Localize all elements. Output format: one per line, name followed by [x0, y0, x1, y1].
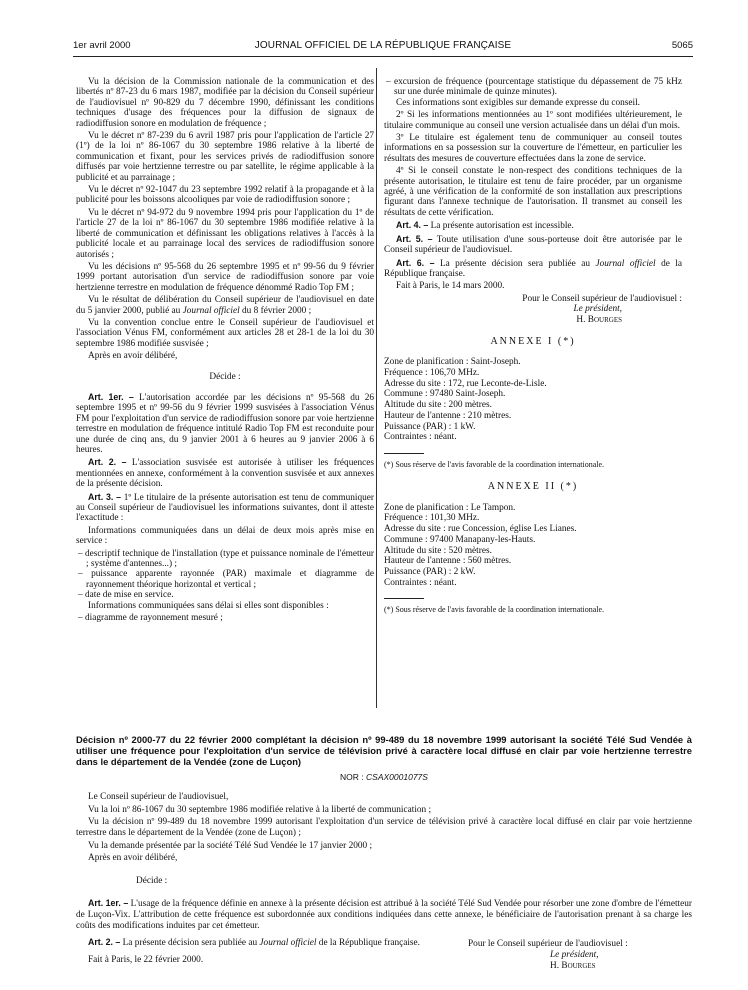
left-column — [76, 77, 374, 624]
footnote-rule — [384, 598, 424, 599]
page-header — [73, 40, 693, 54]
annex-1-list — [384, 357, 682, 443]
body-paragraph: 4º Si le conseil constate le non-respect des conditions techniques de la présente autorisation, le titulaire est tenu de faire procéder, par un organisme agréé, à une vérification de la conformité de son installation aux prescriptions figurant dans l'annexe technique de l'autorisation. Il transmet au conseil les résultats de cette vérification. — [384, 166, 682, 218]
journal-officiel-ref: Journal officiel — [595, 258, 656, 269]
visa-paragraph: Vu la décision de la Commission nationale de la communication et des libertés nº 87-23 du 6 mars 1987, modifiée par la décision du Conseil supérieur de l'audiovisuel nº 90-829 du 7 décembre 1990, définissant les conditions techniques d'usage des fréquences pour la diffusion de signaux de radiodiffusion sonore en modulation de fréquence ; — [76, 77, 374, 129]
article-text: de la République française. — [316, 938, 420, 949]
decision-title: Décision nº 2000-77 du 22 février 2000 complétant la décision nº 99-489 du 18 novembre 1999 autorisant la société Télé Sud Vendée à utiliser une fréquence pour l'exploitation d'un service de télévision privé à caractère local diffusé en clair par voie hertzienne terrestre dans le département de la Vendée (zone de Luçon) — [76, 734, 692, 768]
footnote-rule — [384, 453, 424, 454]
annex-2-title: ANNEXE II (*) — [487, 481, 579, 493]
list-item: – date de mise en service. — [76, 590, 374, 600]
footnote: (*) Sous réserve de l'avis favorable de la coordination internationale. — [384, 605, 605, 615]
signature-name: H. Bourges — [576, 314, 622, 325]
article-text: L'association susvisée est autorisée à utiliser les fréquences mentionnées en annexe, conformément à la convention susvisée et aux annexes de la présente décision. — [76, 458, 374, 490]
article-label: Art. 2. – — [88, 937, 121, 948]
annex-line: Contraintes : néant. — [384, 432, 457, 443]
annex-line: Fréquence : 101,30 MHz. — [384, 513, 480, 524]
article-text: La présente autorisation est incessible. — [428, 221, 574, 232]
nor-reference — [76, 772, 692, 783]
article-1 — [76, 392, 374, 455]
header-page-number: 5065 — [671, 40, 693, 51]
list-item: – excursion de fréquence (pourcentage statistique du dépassement de 75 kHz sur une durée minimale de quinze minutes). — [384, 77, 682, 98]
visa-paragraph: Vu la demande présentée par la société Télé Sud Vendée le 17 janvier 2000 ; — [88, 840, 373, 851]
article-2 — [76, 457, 374, 489]
visa-paragraph: Vu les décisions nº 95-568 du 26 septembre 1995 et nº 99-56 du 9 février 1999 portant autorisation d'un service de radiodiffusion sonore par voie hertzienne terrestre en modulation de fréquence dénommé Radio Top FM ; — [76, 261, 374, 293]
journal-officiel-ref: Journal officiel — [182, 305, 240, 316]
annex-line: Altitude du site : 200 mètres. — [384, 400, 492, 411]
body-paragraph: Ces informations sont exigibles sur demande expresse du conseil. — [396, 97, 640, 108]
deliberation-line: Après en avoir délibéré, — [88, 351, 178, 362]
right-column — [384, 77, 682, 616]
spacer — [76, 866, 692, 876]
info-heading: Informations communiquées sans délai si elles sont disponibles : — [88, 600, 329, 611]
article-3 — [76, 492, 374, 524]
visa-paragraph: Vu le décret nº 92-1047 du 23 septembre 1992 relatif à la propagande et à la publicité pour les boissons alcooliques par voie de radiodiffusion sonore ; — [76, 185, 374, 206]
visa-paragraph: Le Conseil supérieur de l'audiovisuel, — [88, 792, 229, 803]
article-label: Art. 2. – — [88, 457, 127, 468]
fait-line: Fait à Paris, le 14 mars 2000. — [396, 281, 505, 292]
header-journal-title: JOURNAL OFFICIEL DE LA RÉPUBLIQUE FRANÇAISE — [254, 40, 512, 51]
article-text: La présente décision sera publiée au — [434, 258, 596, 269]
annex-line: Fréquence : 106,70 MHz. — [384, 368, 480, 379]
info-heading: Informations communiquées dans un délai de deux mois après mise en service : — [76, 525, 374, 547]
article-text: L'usage de la fréquence définie en annexe à la présente décision est attribué à la société Télé Sud Vendée pour résorber une zone d'ombre de l'émetteur de Luçon-Vix. L'attribution de cette fréquence est subordonnée aux conditions indiquées dans cette annexe, le bénéficiaire de l'autorisation prenant à sa charge les coûts des modifications induites par cet émetteur. — [76, 899, 692, 931]
signature-for: Pour le Conseil supérieur de l'audiovisuel : — [468, 939, 628, 949]
header-date: 1er avril 2000 — [73, 40, 131, 51]
decide-heading: Décide : — [136, 875, 168, 886]
annex-1-title: ANNEXE I (*) — [490, 335, 576, 347]
visa-paragraph — [76, 295, 374, 316]
president-label: Le président, — [550, 950, 599, 960]
signature-name: H. Bourges — [550, 961, 596, 971]
article-6 — [384, 258, 682, 280]
annex-line: Contraintes : néant. — [384, 577, 457, 588]
nor-label: NOR : — [340, 771, 367, 782]
footnote: (*) Sous réserve de l'avis favorable de la coordination internationale. — [384, 459, 605, 469]
signature-title — [384, 304, 682, 314]
annex-line: Adresse du site : 172, rue Leconte-de-Lisle. — [384, 378, 547, 389]
annex-line: Zone de planification : Le Tampon. — [384, 502, 516, 513]
visa-paragraph: Vu la convention conclue entre le Conseil supérieur de l'audiovisuel et l'association Vénus FM, conformément aux articles 28 et 28-1 de la loi du 30 septembre 1986 modifiée susvisée ; — [76, 317, 374, 349]
body-paragraph: 3º Le titulaire est également tenu de communiquer au conseil toutes informations en sa possession sur la couverture de l'émetteur, en particulier les résultats des mesures de couverture effectuées dans la zone de service. — [384, 133, 682, 164]
signature-title — [468, 950, 698, 961]
visa-paragraph: Vu le décret nº 94-972 du 9 novembre 1994 pris pour l'application du 1º de l'article 27 de la loi nº 86-1067 du 30 septembre 1986 modifiée relative à la liberté de communication et définissant les obligations relatives à l'accès à la publicité locale et au parrainage local des services de radiodiffusion sonore autorisés ; — [76, 207, 374, 260]
article-label: Art. 1er. – — [88, 391, 134, 402]
article-text: 1º Le titulaire de la présente autorisation est tenu de communiquer au Conseil supérieur de l'audiovisuel les informations suivantes, dont il atteste l'exactitude : — [76, 492, 374, 524]
nor-code: CSAX0001077S — [366, 771, 428, 782]
article-label: Art. 6. – — [396, 257, 435, 268]
article-5 — [384, 234, 682, 256]
annex-line: Hauteur de l'antenne : 210 mètres. — [384, 410, 512, 421]
annex-line: Puissance (PAR) : 1 kW. — [384, 421, 476, 432]
article-1 — [76, 898, 692, 931]
deliberation-line: Après en avoir délibéré, — [88, 853, 178, 864]
fait-line: Fait à Paris, le 22 février 2000. — [88, 954, 204, 965]
text-span: du 8 février 2000 ; — [239, 305, 312, 316]
visa-paragraph: Vu la loi nº 86-1067 du 30 septembre 1986 modifiée relative à la liberté de communication ; — [88, 804, 432, 815]
article-text: La présente décision sera publiée au — [120, 938, 260, 949]
signature-block — [468, 939, 698, 972]
journal-officiel-ref: Journal officiel — [259, 938, 317, 949]
article-text: de la République française. — [384, 258, 683, 279]
list-item: – descriptif technique de l'installation (type et puissance nominale de l'émetteur ; système d'antennes...) ; — [76, 549, 374, 570]
article-label: Art. 5. – — [396, 233, 433, 244]
spacer — [76, 888, 692, 898]
annex-line: Zone de planification : Saint-Joseph. — [384, 357, 521, 368]
annex-line: Puissance (PAR) : 2 kW. — [384, 567, 476, 577]
header-rule — [73, 56, 693, 57]
signature-for: Pour le Conseil supérieur de l'audiovisuel : — [522, 293, 682, 304]
visa-paragraph: Vu la décision nº 99-489 du 18 novembre 1999 autorisant l'exploitation d'un service de télévision privé à caractère local diffusé en clair par voie hertzienne terrestre dans le département de la Vendée (zone de Luçon) ; — [76, 817, 692, 838]
annex-line: Commune : 97480 Saint-Joseph. — [384, 389, 506, 400]
decision-2000-77 — [76, 734, 692, 967]
list-item: – diagramme de rayonnement mesuré ; — [76, 613, 374, 623]
annex-line: Commune : 97400 Manapany-les-Hauts. — [384, 534, 536, 545]
article-text: Toute utilisation d'une sous-porteuse doit être autorisée par le Conseil supérieur de l'audiovisuel. — [384, 234, 682, 256]
article-text: L'autorisation accordée par les décisions nº 95-568 du 26 septembre 1995 et nº 99-56 du 9 février 1999 susvisées à l'association Vénus FM pour l'exploitation d'un service de radiodiffusion sonore par voie hertzienne terrestre en modulation de fréquence intitulé Radio Top FM est reconduite pour une durée de cinq ans, du 9 janvier 2001 à 6 heures au 9 janvier 2006 à 6 heures. — [76, 392, 374, 455]
annex-line: Altitude du site : 520 mètres. — [384, 545, 492, 556]
president-label: Le président, — [573, 304, 622, 315]
annex-line: Hauteur de l'antenne : 560 mètres. — [384, 556, 512, 567]
visa-paragraph: Vu le décret nº 87-239 du 6 avril 1987 pris pour l'application de l'article 27 (1º) de la loi nº 86-1067 du 30 septembre 1986 relative à la liberté de communication et fixant, pour les services privés de radiodiffusion sonore diffusés par voie hertzienne terrestre ou par satellite, le régime applicable à la publicité et au parrainage ; — [76, 131, 374, 183]
body-paragraph: 2º Si les informations mentionnées au 1º sont modifiées ultérieurement, le titulaire communique au conseil une version actualisée dans un délai d'un mois. — [384, 110, 682, 131]
list-item: – puissance apparente rayonnée (PAR) maximale et diagramme de rayonnement théorique horizontal et vertical ; — [76, 569, 374, 590]
text-span: Vu le résultat de délibération du Conseil supérieur de l'audiovisuel en date du 5 janvier 2000, publié au — [76, 295, 374, 316]
decide-heading: Décide : — [209, 371, 241, 382]
article-label: Art. 3. – — [88, 491, 122, 502]
article-label: Art. 1er. – — [88, 898, 129, 909]
article-4 — [384, 220, 682, 231]
article-label: Art. 4. – — [396, 220, 429, 231]
annex-line: Adresse du site : rue Concession, église Les Lianes. — [384, 524, 577, 535]
annex-2-list — [384, 503, 682, 589]
column-divider — [376, 68, 377, 708]
